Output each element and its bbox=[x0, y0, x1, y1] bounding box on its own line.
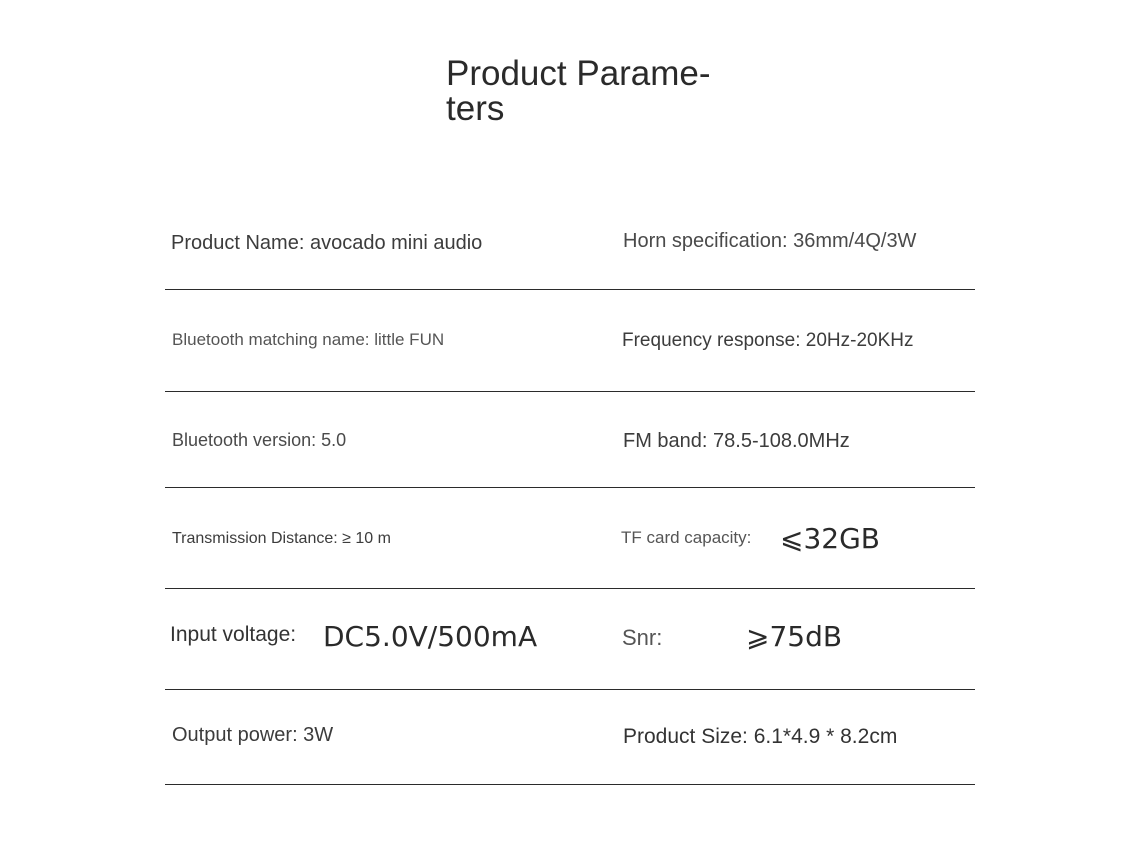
param-snr-value: ⩾75dB bbox=[746, 620, 843, 653]
param-product-size: Product Size: 6.1*4.9 * 8.2cm bbox=[623, 725, 898, 748]
param-transmission-distance: Transmission Distance: ≥ 10 m bbox=[172, 530, 391, 547]
param-horn-specification: Horn specification: 36mm/4Q/3W bbox=[623, 230, 917, 252]
param-fm-band: FM band: 78.5-108.0MHz bbox=[623, 430, 850, 452]
page-title-line-1: Product Parame- bbox=[446, 54, 711, 93]
row-divider bbox=[165, 487, 975, 488]
param-product-name: Product Name: avocado mini audio bbox=[171, 232, 483, 254]
param-snr-label: Snr: bbox=[622, 625, 663, 650]
param-tf-card-capacity-label: TF card capacity: bbox=[621, 528, 752, 547]
param-bluetooth-version: Bluetooth version: 5.0 bbox=[172, 430, 347, 450]
param-frequency-response: Frequency response: 20Hz-20KHz bbox=[622, 330, 914, 351]
page-title bbox=[446, 56, 736, 126]
page-title-line-2: ters bbox=[446, 89, 505, 128]
param-input-voltage-label: Input voltage: bbox=[170, 623, 297, 646]
row-divider bbox=[165, 391, 975, 392]
row-divider bbox=[165, 689, 975, 690]
row-divider bbox=[165, 784, 975, 785]
param-output-power: Output power: 3W bbox=[172, 724, 334, 746]
param-bluetooth-matching-name: Bluetooth matching name: little FUN bbox=[172, 330, 445, 349]
row-divider bbox=[165, 289, 975, 290]
param-input-voltage-value: DC5.0V/500mA bbox=[323, 620, 538, 653]
row-divider bbox=[165, 588, 975, 589]
param-tf-card-capacity-value: ⩽32GB bbox=[780, 522, 880, 555]
